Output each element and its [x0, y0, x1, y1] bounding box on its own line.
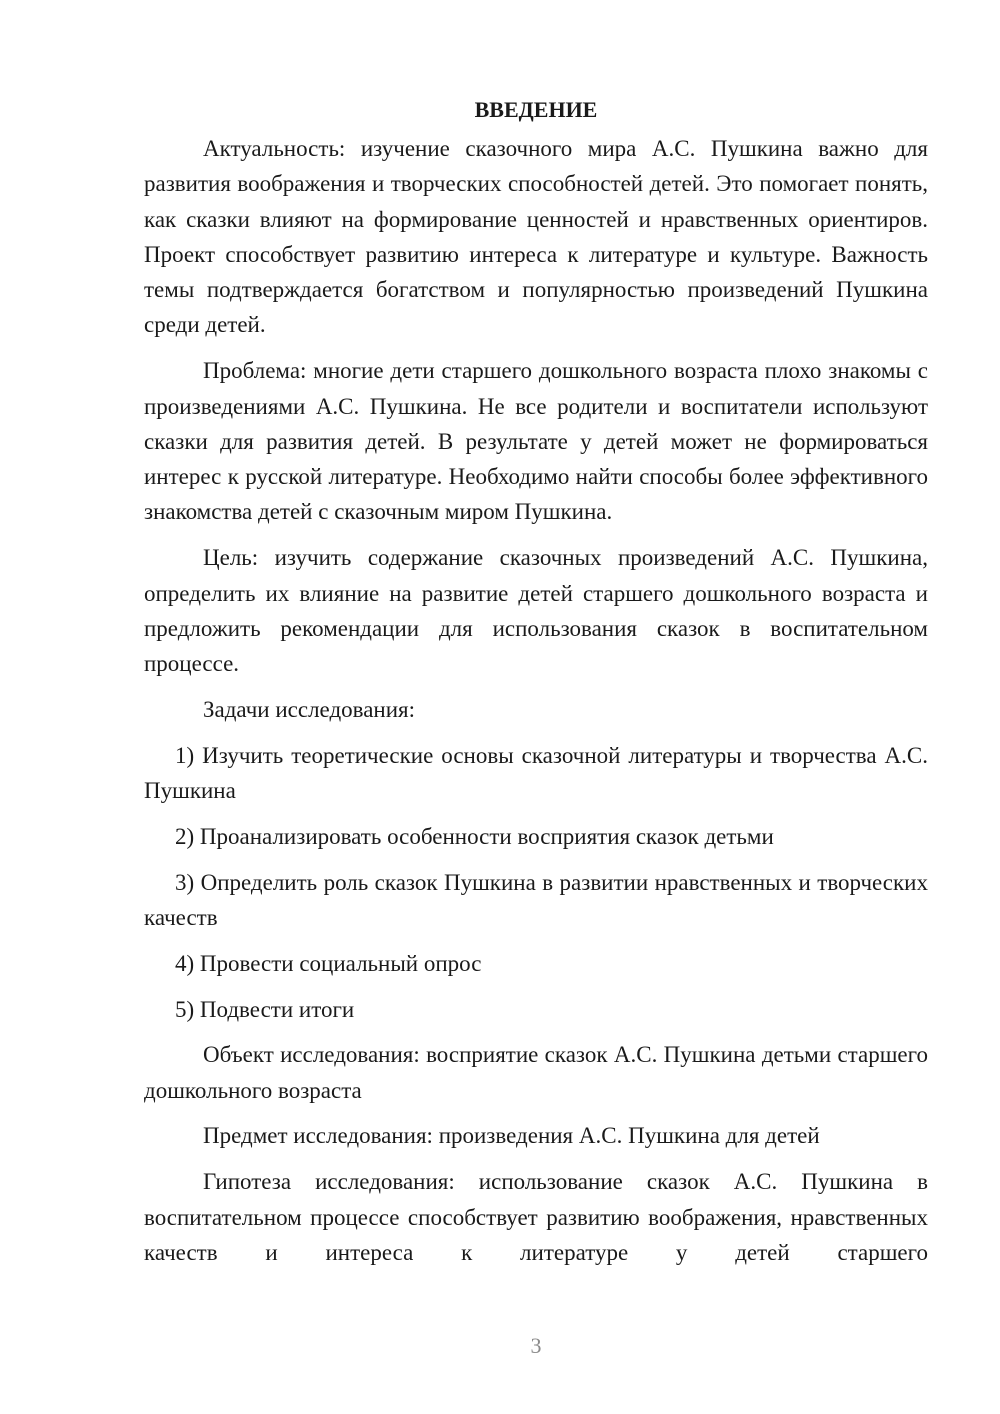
paragraph-problem: Проблема: многие дети старшего дошкольного возраста плохо знакомы с произведениями А.С. Пушкина. Не все родители и воспитатели используют сказки для развития детей. В результате у детей может не формироваться интерес к русской литературе. Необходимо найти способы более эффективного знакомства детей с сказочным миром Пушкина.	[144, 358, 928, 525]
task-item-4: 4) Провести социальный опрос	[175, 950, 482, 976]
paragraph-hypothesis: Гипотеза исследования: использование сказок А.С. Пушкина в воспитательном процессе способствует развитию воображения, нравственных качеств и интереса к литературе у детей старшего	[144, 1169, 928, 1265]
paragraph-tasks-heading: Задачи исследования:	[203, 696, 416, 722]
task-item-2: 2) Проанализировать особенности восприятия сказок детьми	[175, 823, 774, 849]
paragraph-object: Объект исследования: восприятие сказок А.С. Пушкина детьми старшего дошкольного возраста	[144, 1042, 928, 1103]
document-body	[144, 92, 928, 1281]
paragraph-goal: Цель: изучить содержание сказочных произведений А.С. Пушкина, определить их влияние на развитие детей старшего дошкольного возраста и предложить рекомендации для использования сказок в воспитательном процессе.	[144, 545, 928, 677]
task-item-5: 5) Подвести итоги	[175, 996, 355, 1022]
task-item-1: 1) Изучить теоретические основы сказочной литературы и творчества А.С. Пушкина	[144, 742, 928, 804]
page-number: 3	[530, 1333, 542, 1358]
section-title: ВВЕДЕНИЕ	[474, 97, 598, 122]
task-item-3: 3) Определить роль сказок Пушкина в развитии нравственных и творческих качеств	[144, 869, 928, 930]
paragraph-relevance: Актуальность: изучение сказочного мира А.С. Пушкина важно для развития воображения и творческих способностей детей. Это помогает понять, как сказки влияют на формирование ценностей и нравственных ориентиров. Проект способствует развитию интереса к литературе и культуре. Важность темы подтверждается богатством и популярностью произведений Пушкина среди детей.	[144, 136, 928, 338]
paragraph-subject: Предмет исследования: произведения А.С. Пушкина для детей	[203, 1123, 820, 1149]
